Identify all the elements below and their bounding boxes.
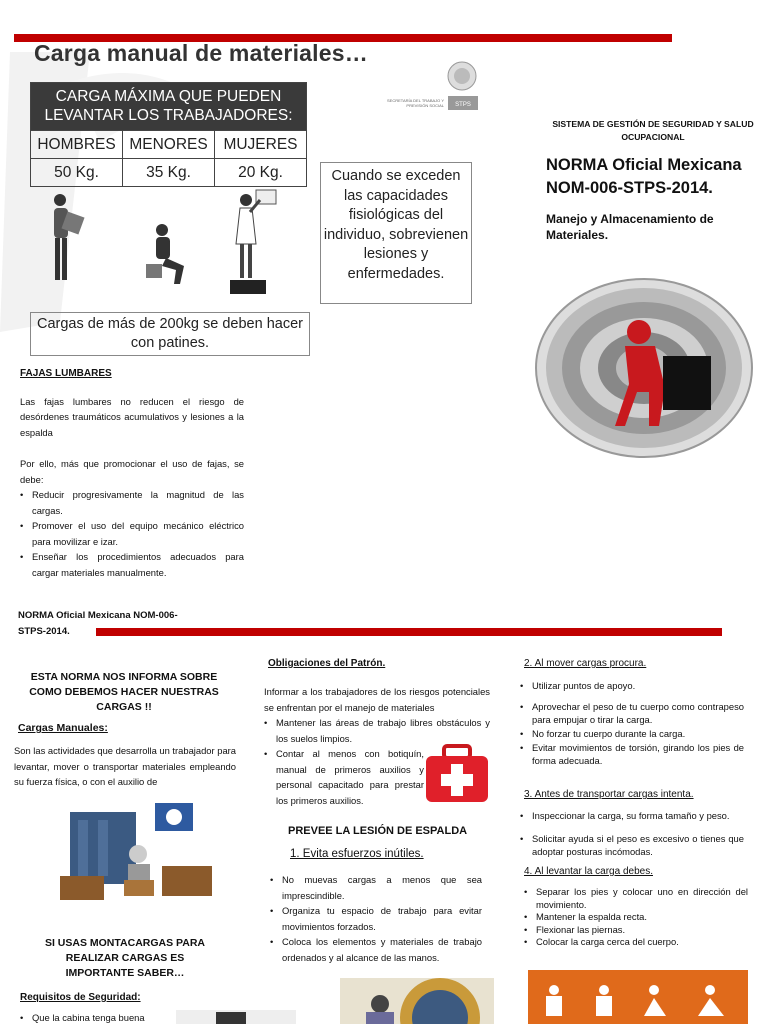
evita-item: • Organiza tu espacio de trabajo para evitar movimientos forzados.: [270, 903, 482, 934]
worker-lifting-illustration: [340, 978, 494, 1024]
s2-title: 2. Al mover cargas procura.: [524, 658, 647, 669]
obligaciones-title: Obligaciones del Patrón.: [268, 658, 386, 669]
cargas-desc: Son las actividades que desarrolla un trabajador para levantar, mover o transportar materiales empleando su fuerza física, o con el auxilio de: [14, 745, 237, 787]
montacargas-heading: SI USAS MONTACARGAS PARA REALIZAR CARGAS ES IMPORTANTE SABER…: [44, 937, 206, 979]
evita-title: 1. Evita esfuerzos inútiles.: [290, 848, 424, 860]
s2-item: • Evitar movimientos de torsión, girando los pies de forma adecuada.: [520, 741, 744, 767]
s4-item: • Flexionar las piernas.: [524, 924, 748, 937]
cover-emblem: [533, 276, 755, 460]
ministry-name: SECRETARÍA DEL TRABAJO Y PREVISIÓN SOCIAL: [387, 98, 444, 108]
fajas-para2: Por ello, más que promocionar el uso de fajas, se debe:: [20, 458, 244, 485]
cover-norma-line1: NORMA Oficial Mexicana: [546, 156, 742, 174]
intro-heading: ESTA NORMA NOS INFORMA SOBRE COMO DEBEMOS HACER NUESTRAS CARGAS !!: [29, 671, 219, 713]
s4-title: 4. Al levantar la carga debes.: [524, 866, 653, 877]
fajas-item: • Enseñar los procedimientos adecuados para cargar materiales manualmente.: [20, 549, 244, 580]
evita-item: • Coloca los elementos y materiales de trabajo ordenados y al alcance de las manos.: [270, 934, 482, 965]
cover-norma-line2: NOM-006-STPS-2014.: [546, 179, 713, 197]
stps-logo: [386, 58, 486, 118]
fajas-item: • Promover el uso del equipo mecánico eléctrico para movilizar e izar.: [20, 518, 244, 549]
s2-item: • Aprovechar el peso de tu cuerpo como contrapeso para empujar o tirar la carga.: [520, 700, 744, 726]
fajas-para1: Las fajas lumbares no reducen el riesgo de desórdenes traumáticos acumulativos y lesiones a la espalda: [20, 395, 244, 438]
man-carrying-icon: [46, 192, 90, 290]
patines-note-box: Cargas de más de 200kg se deben hacer con patines.: [30, 312, 310, 356]
value-mujeres: 20 Kg.: [214, 158, 306, 186]
woman-lifting-icon: [226, 188, 286, 298]
col-mujeres: MUJERES: [214, 130, 306, 158]
page-title: Carga manual de materiales…: [34, 40, 368, 66]
s3-list: [520, 808, 744, 858]
fajas-item: • Reducir progresivamente la magnitud de las cargas.: [20, 487, 244, 518]
max-load-table: [30, 82, 307, 187]
s2-list: [520, 678, 744, 767]
stps-label: STPS: [455, 102, 471, 108]
cover-system: SISTEMA DE GESTIÓN DE SEGURIDAD Y SALUD OCUPACIONAL: [552, 119, 754, 142]
obligaciones-text: Informar a los trabajadores de los riesgos potenciales se enfrentan por el manejo de materiales: [264, 686, 490, 713]
s3-item: • Inspeccionar la carga, su forma tamaño y peso.: [520, 808, 744, 824]
minor-crouching-icon: [144, 222, 194, 288]
max-load-value-row: [31, 158, 306, 186]
cargas-text: [14, 743, 236, 790]
value-menores: 35 Kg.: [122, 158, 214, 186]
first-aid-kit-icon: [424, 742, 490, 804]
lifting-steps-illustration: [528, 970, 748, 1024]
fajas-title: FAJAS LUMBARES: [20, 368, 112, 379]
requisitos-list: [20, 1010, 180, 1024]
s4-item: • Mantener la espalda recta.: [524, 911, 748, 924]
requisitos-title: Requisitos de Seguridad:: [20, 992, 141, 1003]
value-hombres: 50 Kg.: [31, 158, 122, 186]
requisitos-item: • Que la cabina tenga buena: [20, 1010, 180, 1024]
footer-norma: NORMA Oficial Mexicana NOM-006-STPS-2014.: [18, 610, 178, 637]
s3-item: • Solicitar ayuda si el peso es excesivo o tienes que adoptar posturas incómodas.: [520, 832, 744, 858]
warehouse-illustration: [54, 800, 220, 910]
prevee-title: PREVEE LA LESIÓN DE ESPALDA: [288, 825, 468, 837]
s4-item: • Separar los pies y colocar uno en dirección del movimiento.: [524, 886, 748, 911]
capacity-note-box: Cuando se exceden las capacidades fisiológicas del individuo, sobrevienen lesiones y enfermedades.: [320, 162, 472, 304]
col-hombres: HOMBRES: [31, 130, 122, 158]
fajas-section: [20, 366, 244, 580]
cargas-title: Cargas Manuales:: [18, 722, 108, 734]
evita-item: • No muevas cargas a menos que sea imprescindible.: [270, 872, 482, 903]
obligaciones-item: • Contar al menos con botiquín, manual de primeros auxilios y personal capacitado para prestar los primeros auxilios.: [264, 746, 424, 808]
s2-item: • Utilizar puntos de apoyo.: [520, 678, 744, 694]
col-menores: MENORES: [122, 130, 214, 158]
s4-item: • Colocar la carga cerca del cuerpo.: [524, 936, 748, 949]
s3-title: 3. Antes de transportar cargas intenta.: [524, 789, 694, 800]
max-load-heading: CARGA MÁXIMA QUE PUEDEN LEVANTAR LOS TRABAJADORES:: [31, 83, 306, 130]
mid-red-bar: [96, 628, 722, 636]
obligaciones-item: • Mantener las áreas de trabajo libres obstáculos y los suelos limpios.: [264, 715, 490, 746]
max-load-header-row: [31, 130, 306, 158]
cover-subtitle: Manejo y Almacenamiento de Materiales.: [546, 212, 714, 242]
s2-item: • No forzar tu cuerpo durante la carga.: [520, 726, 744, 742]
evita-list: [270, 872, 482, 965]
s4-list: [524, 886, 748, 949]
forklift-image: [176, 1010, 296, 1024]
